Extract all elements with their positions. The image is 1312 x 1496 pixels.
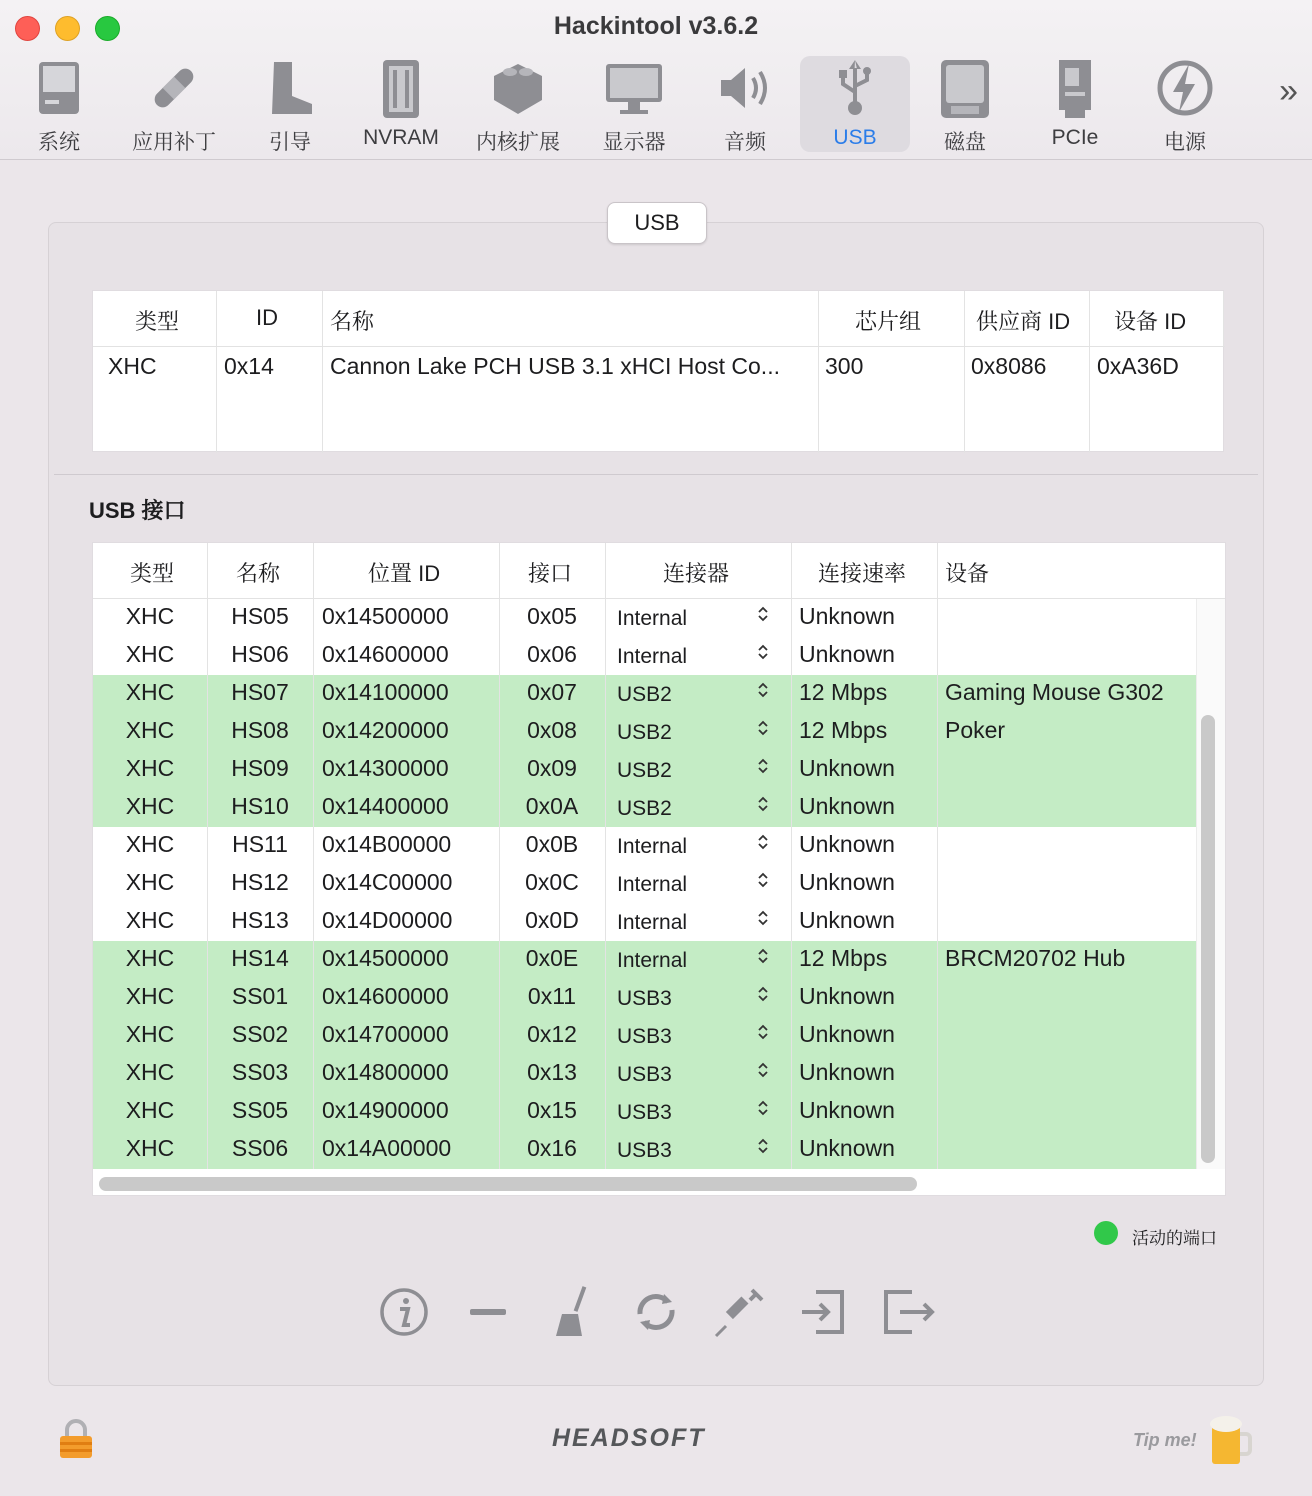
window-title: Hackintool v3.6.2	[553, 12, 759, 40]
cell-location-id: 0x14200000	[322, 717, 449, 743]
stepper-arrows-icon[interactable]	[757, 909, 769, 932]
lego-brick-icon	[463, 58, 573, 120]
cell-port: 0x12	[527, 1021, 577, 1047]
cell-name: SS05	[231, 1097, 289, 1123]
cell-speed: Unknown	[799, 755, 895, 781]
stepper-arrows-icon[interactable]	[757, 833, 769, 856]
column-header-name[interactable]: 名称	[236, 561, 281, 586]
cell-speed: Unknown	[799, 1097, 895, 1123]
cell-type: XHC	[125, 1059, 175, 1085]
column-header-type[interactable]: 类型	[135, 309, 180, 334]
usb-ports-table[interactable]	[92, 542, 1226, 1196]
cell-type: XHC	[125, 1135, 175, 1161]
column-header-speed[interactable]: 连接速率	[818, 561, 907, 586]
cell-speed: Unknown	[799, 793, 895, 819]
cell-type: XHC	[125, 831, 175, 857]
column-header-chipset[interactable]: 芯片组	[855, 309, 922, 334]
table-row[interactable]	[93, 865, 1196, 903]
cell-name: SS06	[231, 1135, 289, 1161]
export-icon[interactable]	[880, 1284, 936, 1340]
cell-port: 0x11	[527, 983, 577, 1009]
column-header-location-id[interactable]: 位置 ID	[368, 561, 441, 586]
connector-select[interactable]: USB2	[617, 759, 672, 782]
cell-port: 0x0A	[525, 793, 579, 819]
horizontal-scrollbar[interactable]	[99, 1177, 917, 1191]
connector-select[interactable]: Internal	[617, 607, 688, 630]
cell-location-id: 0x14500000	[322, 945, 449, 971]
cell-speed: Unknown	[799, 983, 895, 1009]
cell-speed: Unknown	[799, 1059, 895, 1085]
info-icon[interactable]	[376, 1284, 432, 1340]
cell-name: SS03	[231, 1059, 289, 1085]
stepper-arrows-icon[interactable]	[757, 985, 769, 1008]
toolbar-item-kext[interactable]: 内核扩展	[463, 56, 573, 152]
cell-name: HS13	[231, 907, 289, 933]
cell-port: 0x0B	[525, 831, 579, 857]
connector-select[interactable]: USB3	[617, 1139, 672, 1162]
toolbar-item-display[interactable]: 显示器	[579, 56, 689, 152]
table-row[interactable]	[93, 789, 1196, 827]
injector-icon[interactable]	[712, 1284, 768, 1340]
cell-location-id: 0x14100000	[322, 679, 449, 705]
cell-location-id: 0x14600000	[322, 983, 449, 1009]
disk-icon	[910, 58, 1020, 120]
table-row[interactable]	[93, 979, 1196, 1017]
cell-type: XHC	[125, 679, 175, 705]
cell-speed: Unknown	[799, 907, 895, 933]
stepper-arrows-icon[interactable]	[757, 947, 769, 970]
table-row[interactable]	[93, 827, 1196, 865]
cell-location-id: 0x14800000	[322, 1059, 449, 1085]
cell-port: 0x09	[527, 755, 577, 781]
computer-icon	[4, 58, 114, 120]
connector-select[interactable]: USB3	[617, 987, 672, 1010]
cell-port: 0x0C	[525, 869, 579, 895]
table-row[interactable]	[93, 675, 1196, 713]
stepper-arrows-icon[interactable]	[757, 605, 769, 628]
stepper-arrows-icon[interactable]	[757, 719, 769, 742]
stepper-arrows-icon[interactable]	[757, 757, 769, 780]
table-row[interactable]	[93, 713, 1196, 751]
toolbar-overflow-button[interactable]: »	[1279, 72, 1298, 110]
connector-select[interactable]: Internal	[617, 645, 688, 668]
table-row[interactable]	[93, 941, 1196, 979]
cell-port: 0x13	[527, 1059, 577, 1085]
toolbar	[0, 56, 1312, 156]
cell-port: 0x16	[527, 1135, 577, 1161]
connector-select[interactable]: USB3	[617, 1063, 672, 1086]
stepper-arrows-icon[interactable]	[757, 1023, 769, 1046]
cell-port: 0x05	[527, 603, 577, 629]
cell-type: XHC	[125, 641, 175, 667]
connector-select[interactable]: USB2	[617, 721, 672, 744]
column-separator	[605, 599, 606, 1169]
cell-type: XHC	[125, 1097, 175, 1123]
controller-table[interactable]: 类型 ID 名称 芯片组 供应商 ID 设备 ID XHC 0x14 Cannon Lake PCH USB 3.1 xHCI Host Co... 300 0x8086 0xA36D	[92, 290, 1224, 452]
broom-icon[interactable]	[544, 1284, 600, 1340]
cell-location-id: 0x14900000	[322, 1097, 449, 1123]
column-separator	[207, 599, 208, 1169]
cell-port: 0x0D	[525, 907, 579, 933]
cell-type: XHC	[125, 1021, 175, 1047]
cell-name: HS08	[231, 717, 289, 743]
cell-name: HS10	[231, 793, 289, 819]
cell-name: HS05	[231, 603, 289, 629]
toolbar-item-pcie[interactable]: PCIe	[1020, 56, 1130, 152]
connector-select[interactable]: Internal	[617, 911, 688, 934]
cell-location-id: 0x14A00000	[322, 1135, 452, 1161]
cell-name: SS02	[231, 1021, 289, 1047]
cell-speed: 12 Mbps	[799, 679, 888, 705]
cell-location-id: 0x14300000	[322, 755, 449, 781]
beer-mug-icon[interactable]	[1208, 1412, 1252, 1473]
connector-select[interactable]: Internal	[617, 949, 688, 972]
table-row[interactable]	[93, 1131, 1196, 1169]
remove-icon[interactable]	[460, 1284, 516, 1340]
monitor-icon	[579, 58, 689, 120]
memory-chip-icon	[346, 58, 456, 120]
cell-location-id: 0x14500000	[322, 603, 449, 629]
column-header-device[interactable]: 设备	[945, 561, 990, 586]
headsoft-logo[interactable]: HEADSOFT	[552, 1424, 706, 1452]
table-row[interactable]	[93, 1017, 1196, 1055]
cell-speed: Unknown	[799, 1021, 895, 1047]
cell-speed: Unknown	[799, 869, 895, 895]
cell-location-id: 0x14700000	[322, 1021, 449, 1047]
connector-select[interactable]: USB3	[617, 1101, 672, 1124]
cell-type: XHC	[125, 603, 175, 629]
lock-icon[interactable]	[58, 1418, 94, 1465]
stepper-arrows-icon[interactable]	[757, 643, 769, 666]
column-header-port[interactable]: 接口	[528, 561, 573, 586]
speaker-icon	[690, 58, 800, 120]
ports-table-header	[93, 543, 1226, 599]
cell-device: BRCM20702 Hub	[945, 945, 1126, 971]
controller-table-header	[93, 291, 1225, 347]
connector-select[interactable]: Internal	[617, 835, 688, 858]
cell-device: Poker	[945, 717, 1006, 743]
cell-name: HS11	[232, 831, 288, 857]
stepper-arrows-icon[interactable]	[757, 1061, 769, 1084]
import-icon[interactable]	[796, 1284, 852, 1340]
boot-icon	[235, 58, 345, 120]
cell-speed: Unknown	[799, 1135, 895, 1161]
cell-location-id: 0x14D00000	[322, 907, 453, 933]
column-separator	[313, 599, 314, 1169]
cell-device: Gaming Mouse G302	[945, 679, 1164, 705]
table-row[interactable]	[93, 751, 1196, 789]
cell-port: 0x07	[527, 679, 577, 705]
toolbar-item-system[interactable]: 系统	[4, 56, 114, 152]
table-row[interactable]	[93, 903, 1196, 941]
cell-speed: Unknown	[799, 603, 895, 629]
vertical-scrollbar[interactable]	[1201, 715, 1215, 1163]
toolbar-item-nvram[interactable]: NVRAM	[346, 56, 456, 152]
cell-speed: Unknown	[799, 831, 895, 857]
cell-location-id: 0x14600000	[322, 641, 449, 667]
column-header-vendor-id[interactable]: 供应商 ID	[976, 309, 1071, 334]
cell-type: XHC	[125, 945, 175, 971]
toolbar-item-patch[interactable]: 应用补丁	[119, 56, 229, 152]
table-row[interactable]	[93, 1093, 1196, 1131]
refresh-icon[interactable]	[628, 1284, 684, 1340]
cell-name: HS12	[231, 869, 289, 895]
stepper-arrows-icon[interactable]	[757, 1099, 769, 1122]
toolbar-item-power[interactable]: 电源	[1130, 56, 1240, 152]
column-separator	[499, 599, 500, 1169]
cell-location-id: 0x14B00000	[322, 831, 452, 857]
column-header-type[interactable]: 类型	[130, 561, 175, 586]
cell-type: XHC	[125, 717, 175, 743]
connector-select[interactable]: USB2	[617, 683, 672, 706]
toolbar-item-boot[interactable]: 引导	[235, 56, 345, 152]
cell-port: 0x0E	[525, 945, 579, 971]
power-bolt-icon	[1130, 58, 1240, 120]
connector-select[interactable]: Internal	[617, 873, 688, 896]
cell-name: HS06	[231, 641, 289, 667]
cell-type: XHC	[125, 793, 175, 819]
cell-speed: Unknown	[799, 641, 895, 667]
tab-usb[interactable]: USB	[607, 202, 707, 244]
active-port-legend-label: 活动的端口	[1132, 1229, 1217, 1248]
cell-speed: 12 Mbps	[799, 717, 888, 743]
toolbar-item-usb[interactable]: USB	[800, 56, 910, 152]
connector-select[interactable]: USB3	[617, 1025, 672, 1048]
column-separator	[791, 599, 792, 1169]
stepper-arrows-icon[interactable]	[757, 681, 769, 704]
usb-icon	[800, 58, 910, 120]
cell-type: XHC	[125, 869, 175, 895]
toolbar-item-audio[interactable]: 音频	[690, 56, 800, 152]
title-bar	[0, 0, 1312, 160]
cell-location-id: 0x14C00000	[322, 869, 453, 895]
table-row[interactable]	[93, 599, 1196, 637]
column-header-connector[interactable]: 连接器	[663, 561, 730, 586]
bandage-icon	[119, 58, 229, 120]
cell-name: HS09	[231, 755, 289, 781]
cell-type: XHC	[125, 907, 175, 933]
pcie-card-icon	[1020, 58, 1130, 120]
tip-me-link[interactable]: Tip me!	[1133, 1430, 1197, 1450]
table-row[interactable]	[93, 1055, 1196, 1093]
stepper-arrows-icon[interactable]	[757, 795, 769, 818]
stepper-arrows-icon[interactable]	[757, 871, 769, 894]
active-port-legend-dot	[1094, 1221, 1118, 1245]
cell-type: XHC	[125, 983, 175, 1009]
column-header-device-id[interactable]: 设备 ID	[1114, 309, 1187, 334]
cell-name: HS14	[231, 945, 289, 971]
cell-port: 0x15	[527, 1097, 577, 1123]
cell-name: SS01	[231, 983, 289, 1009]
cell-location-id: 0x14400000	[322, 793, 449, 819]
toolbar-item-disk[interactable]: 磁盘	[910, 56, 1020, 152]
column-header-name[interactable]: 名称	[330, 309, 375, 334]
cell-port: 0x06	[527, 641, 577, 667]
connector-select[interactable]: USB2	[617, 797, 672, 820]
cell-name: HS07	[231, 679, 289, 705]
column-header-id[interactable]: ID	[256, 305, 278, 330]
cell-type: XHC	[125, 755, 175, 781]
table-row[interactable]	[93, 637, 1196, 675]
cell-speed: 12 Mbps	[799, 945, 888, 971]
column-separator	[937, 599, 938, 1169]
section-divider	[54, 474, 1258, 475]
action-bar	[0, 1284, 1312, 1344]
cell-port: 0x08	[527, 717, 577, 743]
section-title: USB 接口	[89, 498, 186, 523]
stepper-arrows-icon[interactable]	[757, 1137, 769, 1160]
